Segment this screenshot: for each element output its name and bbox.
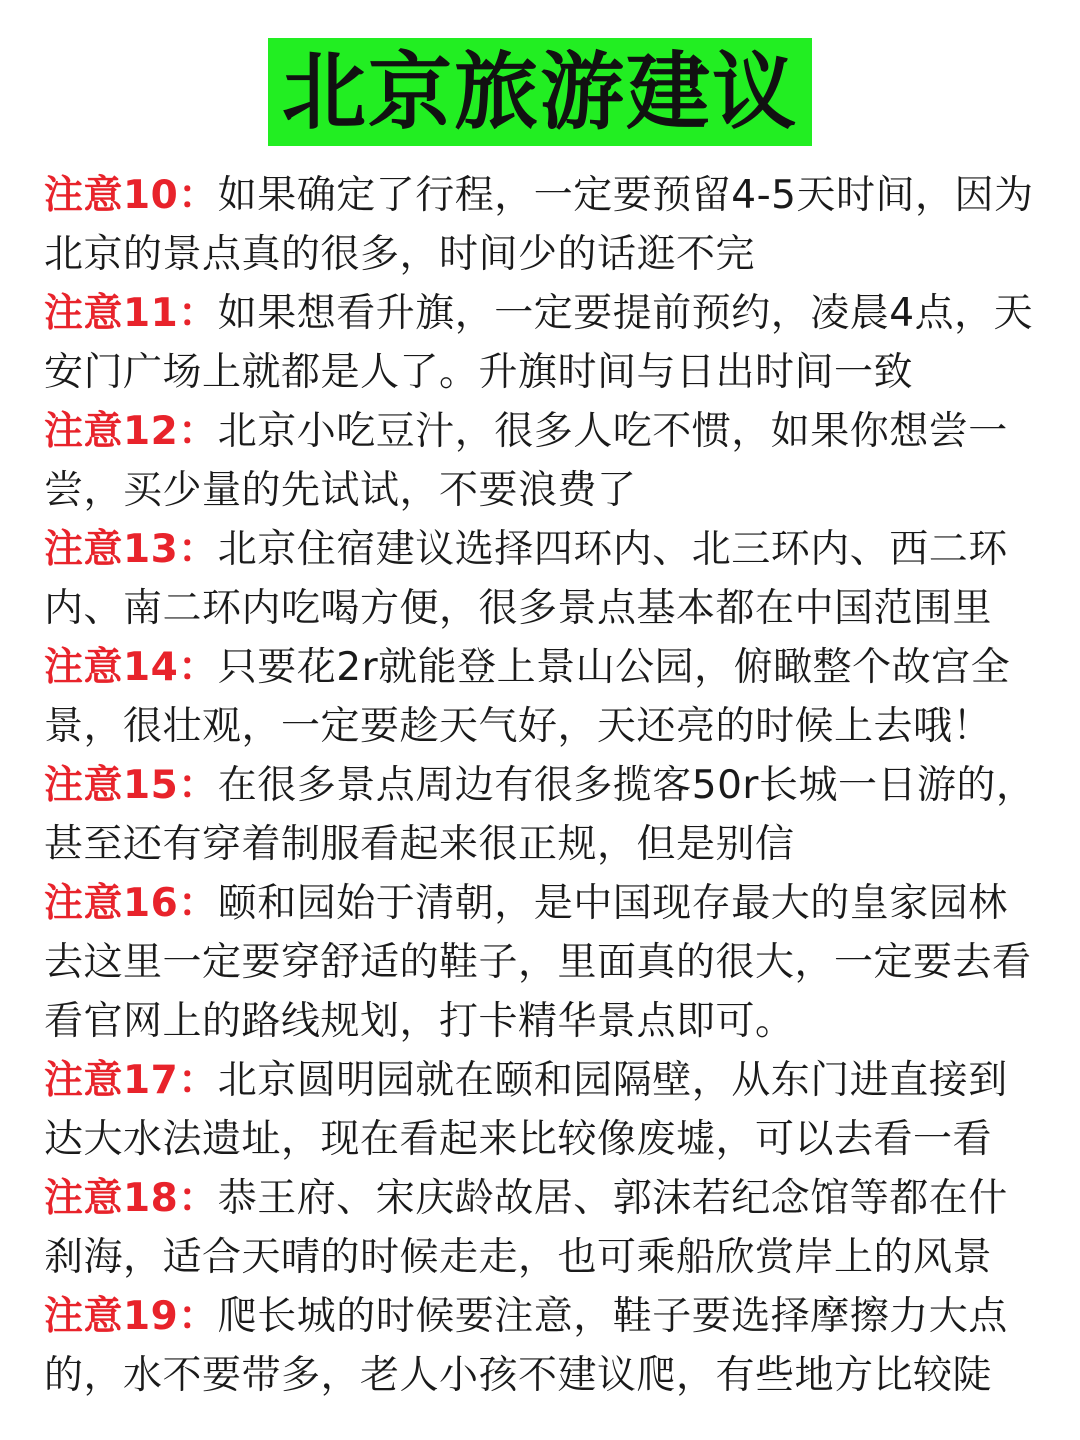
tip-text: 如果想看升旗，一定要提前预约，凌晨4点，天安门广场上就都是人了。升旗时间与日出时间一致 (44, 291, 1034, 395)
title-container (0, 38, 1080, 146)
tip-text: 恭王府、宋庆龄故居、郭沫若纪念馆等都在什刹海，适合天晴的时候走走，也可乘船欣赏岸上的风景 (44, 1176, 1008, 1280)
tip-item-14 (44, 638, 1044, 756)
tip-item-10 (44, 166, 1044, 284)
tip-label: 注意18： (44, 1176, 218, 1221)
tip-item-11 (44, 284, 1044, 402)
tip-text: 北京圆明园就在颐和园隔壁，从东门进直接到达大水法遗址，现在看起来比较像废墟，可以去看一看 (44, 1058, 1008, 1162)
tip-label: 注意15： (44, 763, 218, 808)
tip-label: 注意10： (44, 173, 218, 218)
page-title: 北京旅游建议 (268, 38, 812, 146)
tip-item-12 (44, 402, 1044, 520)
tip-text: 如果确定了行程，一定要预留4-5天时间，因为北京的景点真的很多，时间少的话逛不完 (44, 173, 1034, 277)
tip-label: 注意19： (44, 1294, 218, 1339)
tip-label: 注意11： (44, 291, 218, 336)
tip-item-17 (44, 1051, 1044, 1169)
tip-text: 只要花2r就能登上景山公园，俯瞰整个故宫全景，很壮观，一定要趁天气好，天还亮的时候上去哦！ (44, 645, 1011, 749)
tip-text: 爬长城的时候要注意，鞋子要选择摩擦力大点的，水不要带多，老人小孩不建议爬，有些地方比较陡 (44, 1294, 1008, 1398)
tip-text: 北京小吃豆汁，很多人吃不惯，如果你想尝一尝，买少量的先试试，不要浪费了 (44, 409, 1008, 513)
tip-item-13 (44, 520, 1044, 638)
tip-label: 注意16： (44, 881, 218, 926)
tip-item-15 (44, 756, 1044, 874)
tip-item-16 (44, 874, 1044, 1051)
tip-label: 注意12： (44, 409, 218, 454)
tips-list (44, 166, 1044, 1405)
tip-label: 注意13： (44, 527, 218, 572)
tip-text: 在很多景点周边有很多揽客50r长城一日游的，甚至还有穿着制服看起来很正规，但是别信 (44, 763, 1036, 867)
tip-label: 注意14： (44, 645, 218, 690)
tip-label: 注意17： (44, 1058, 218, 1103)
tip-item-18 (44, 1169, 1044, 1287)
tip-text: 北京住宿建议选择四环内、北三环内、西二环内、南二环内吃喝方便，很多景点基本都在中国范围里 (44, 527, 1008, 631)
tip-text: 颐和园始于清朝，是中国现存最大的皇家园林去这里一定要穿舒适的鞋子，里面真的很大，一定要去看看官网上的路线规划，打卡精华景点即可。 (44, 881, 1032, 1044)
tip-item-19 (44, 1287, 1044, 1405)
